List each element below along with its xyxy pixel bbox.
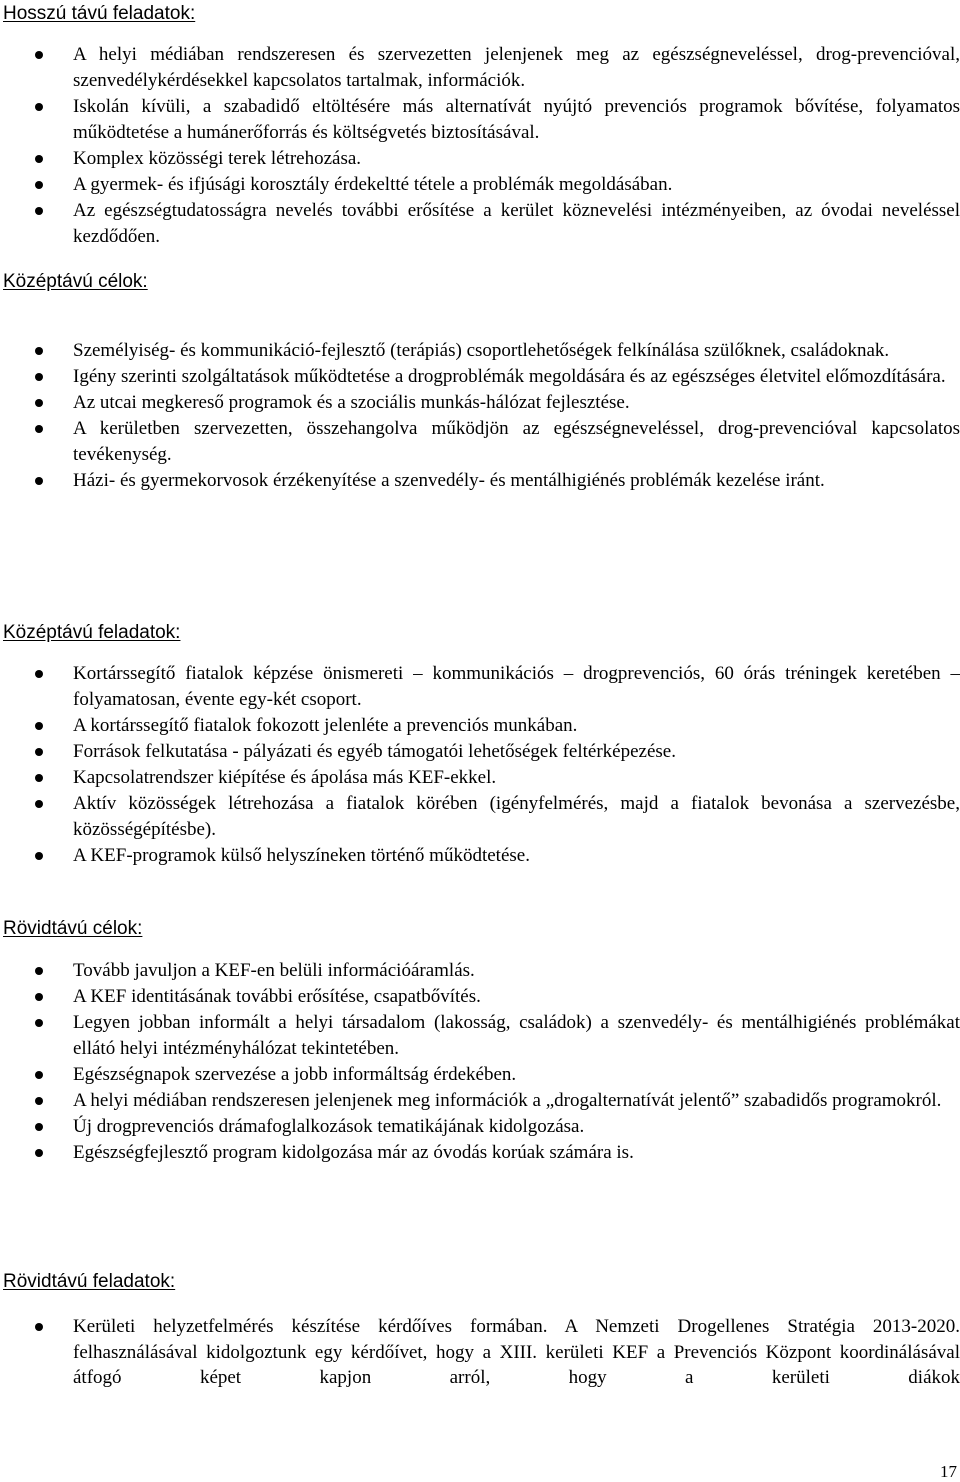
- list-item: A gyermek- és ifjúsági korosztály érdekeltté tétele a problémák megoldásában.: [0, 172, 960, 198]
- list-item: Aktív közösségek létrehozása a fiatalok körében (igényfelmérés, majd a fiatalok bevonása a szervezésbe, közösségépítésbe).: [0, 791, 960, 843]
- section-heading-short-term-tasks: Rövidtávú feladatok:: [3, 1271, 176, 1292]
- bullet-list-short-term-tasks: [0, 1314, 960, 1391]
- list-item: Legyen jobban informált a helyi társadalom (lakosság, családok) a szenvedély- és mentálhigiénés problémákat ellátó helyi intézményhálózat tekintetében.: [0, 1010, 960, 1062]
- list-item: Kortárssegítő fiatalok képzése önismereti – kommunikációs – drogprevenciós, 60 órás tréningek keretében – folyamatosan, évente egy-két csoport.: [0, 661, 960, 713]
- section-heading-mid-term-tasks: Középtávú feladatok:: [3, 622, 181, 643]
- list-item: Kapcsolatrendszer kiépítése és ápolása más KEF-ekkel.: [0, 765, 960, 791]
- bullet-list-long-term-tasks: [0, 42, 960, 250]
- list-item: A helyi médiában rendszeresen és szervezetten jelenjenek meg az egészségneveléssel, drog-prevencióval, szenvedélykérdésekkel kapcsolatos tartalmak, információk.: [0, 42, 960, 94]
- list-item: A KEF identitásának további erősítése, csapatbővítés.: [0, 984, 960, 1010]
- list-item: Egészségnapok szervezése a jobb informáltság érdekében.: [0, 1062, 960, 1088]
- list-item: Egészségfejlesztő program kidolgozása már az óvodás korúak számára is.: [0, 1140, 960, 1166]
- list-item: A helyi médiában rendszeresen jelenjenek meg információk a „drogalternatívát jelentő” szabadidős programokról.: [0, 1088, 960, 1114]
- bullet-list-short-term-goals: [0, 958, 960, 1166]
- list-item: Új drogprevenciós drámafoglalkozások tematikájának kidolgozása.: [0, 1114, 960, 1140]
- list-item: Személyiség- és kommunikáció-fejlesztő (terápiás) csoportlehetőségek felkínálása szülőknek, családoknak.: [0, 338, 960, 364]
- list-item: Igény szerinti szolgáltatások működtetése a drogproblémák megoldására és az egészséges életvitel előmozdítására.: [0, 364, 960, 390]
- section-heading-short-term-goals: Rövidtávú célok:: [3, 918, 143, 939]
- bullet-list-mid-term-goals: [0, 338, 960, 494]
- list-item: Az utcai megkereső programok és a szociális munkás-hálózat fejlesztése.: [0, 390, 960, 416]
- page-number: 17: [940, 1462, 957, 1481]
- list-item: Házi- és gyermekorvosok érzékenyítése a szenvedély- és mentálhigiénés problémák kezelése iránt.: [0, 468, 960, 494]
- section-heading-long-term-tasks: Hosszú távú feladatok:: [3, 3, 196, 24]
- list-item: Komplex közösségi terek létrehozása.: [0, 146, 960, 172]
- list-item: Források felkutatása - pályázati és egyéb támogatói lehetőségek feltérképezése.: [0, 739, 960, 765]
- list-item: Kerületi helyzetfelmérés készítése kérdőíves formában. A Nemzeti Drogellenes Stratégia 2013-2020. felhasználásával kidolgoztunk egy kérdőívet, hogy a XIII. kerületi KEF a Prevenciós Központ koordinálásával átfogó képet kapjon arról, hogy a kerületi diákok: [0, 1314, 960, 1391]
- list-item: A kortárssegítő fiatalok fokozott jelenléte a prevenciós munkában.: [0, 713, 960, 739]
- list-item: Az egészségtudatosságra nevelés további erősítése a kerület köznevelési intézményeiben, az óvodai neveléssel kezdődően.: [0, 198, 960, 250]
- list-item: Tovább javuljon a KEF-en belüli információáramlás.: [0, 958, 960, 984]
- section-heading-mid-term-goals: Középtávú célok:: [3, 271, 148, 292]
- bullet-list-mid-term-tasks: [0, 661, 960, 869]
- list-item: A KEF-programok külső helyszíneken történő működtetése.: [0, 843, 960, 869]
- list-item: Iskolán kívüli, a szabadidő eltöltésére más alternatívát nyújtó prevenciós programok bővítése, folyamatos működtetése a humánerőforrás és költségvetés biztosításával.: [0, 94, 960, 146]
- list-item: A kerületben szervezetten, összehangolva működjön az egészségneveléssel, drog-prevencióval kapcsolatos tevékenység.: [0, 416, 960, 468]
